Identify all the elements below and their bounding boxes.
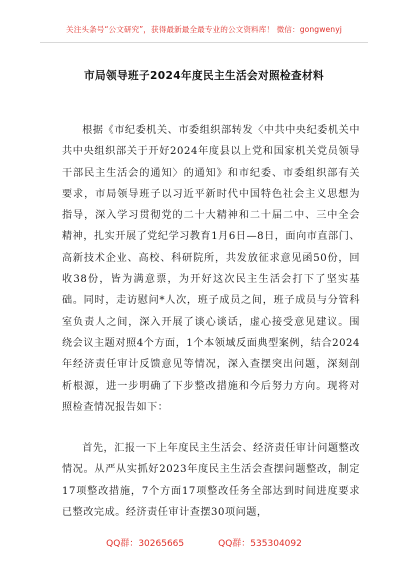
footer-qq-group-2: QQ群：535304092 — [218, 539, 302, 549]
header-promo-banner: 关注头条号“公文研究”，获得最新最全最专业的公文资料库！ 微信：gongwenyj — [66, 25, 342, 34]
document-title: 市局领导班子2024年度民主生活会对照检查材料 — [84, 70, 324, 82]
footer-qq-banner — [0, 536, 408, 549]
document-body — [62, 120, 360, 523]
body-paragraph-rectification: 首先，汇报一下上年度民主生活会、经济责任审计问题整改情况。从严从实抓好2023年度民主生活会查摆问题整改，制定17项整改措施，7个方面17项整改任务全部达到时间进度要求已整改完成。经济责任审计查摆30项问题， — [62, 443, 360, 519]
footer-qq-group-1: QQ群：30265665 — [106, 539, 185, 549]
header-divider — [40, 42, 368, 43]
body-paragraph-intro: 根据《市纪委机关、市委组织部转发〈中共中央纪委机关中共中央组织部关于开好2024年度县以上党和国家机关党员领导干部民主生活会的通知〉的通知》和市纪委、市委组织部有关要求，市局领导班子以习近平新时代中国特色社会主义思想为指导，深入学习贯彻党的二十大精神和二十届二中、三中全会精神，扎实开展了党纪学习教育1月6日—8日，面向市直部门、高新技术企业、高校、科研院所，共发放征求意见函50份，回收38份，皆为满意票，为开好这次民主生活会打下了坚实基础。同时，走访慰问*人次，班子成员之间，班子成员与分管科室负责人之间，深入开展了谈心谈话，虚心接受意见建议。围绕会议主题对照4个方面，1个本领域反面典型案例，结合2024年经济责任审计反馈意见等情况，深入查摆突出问题，深刻剖析根源，进一步明确了下步整改措施和今后努力方向。现将对照检查情况报告如下： — [62, 125, 360, 413]
